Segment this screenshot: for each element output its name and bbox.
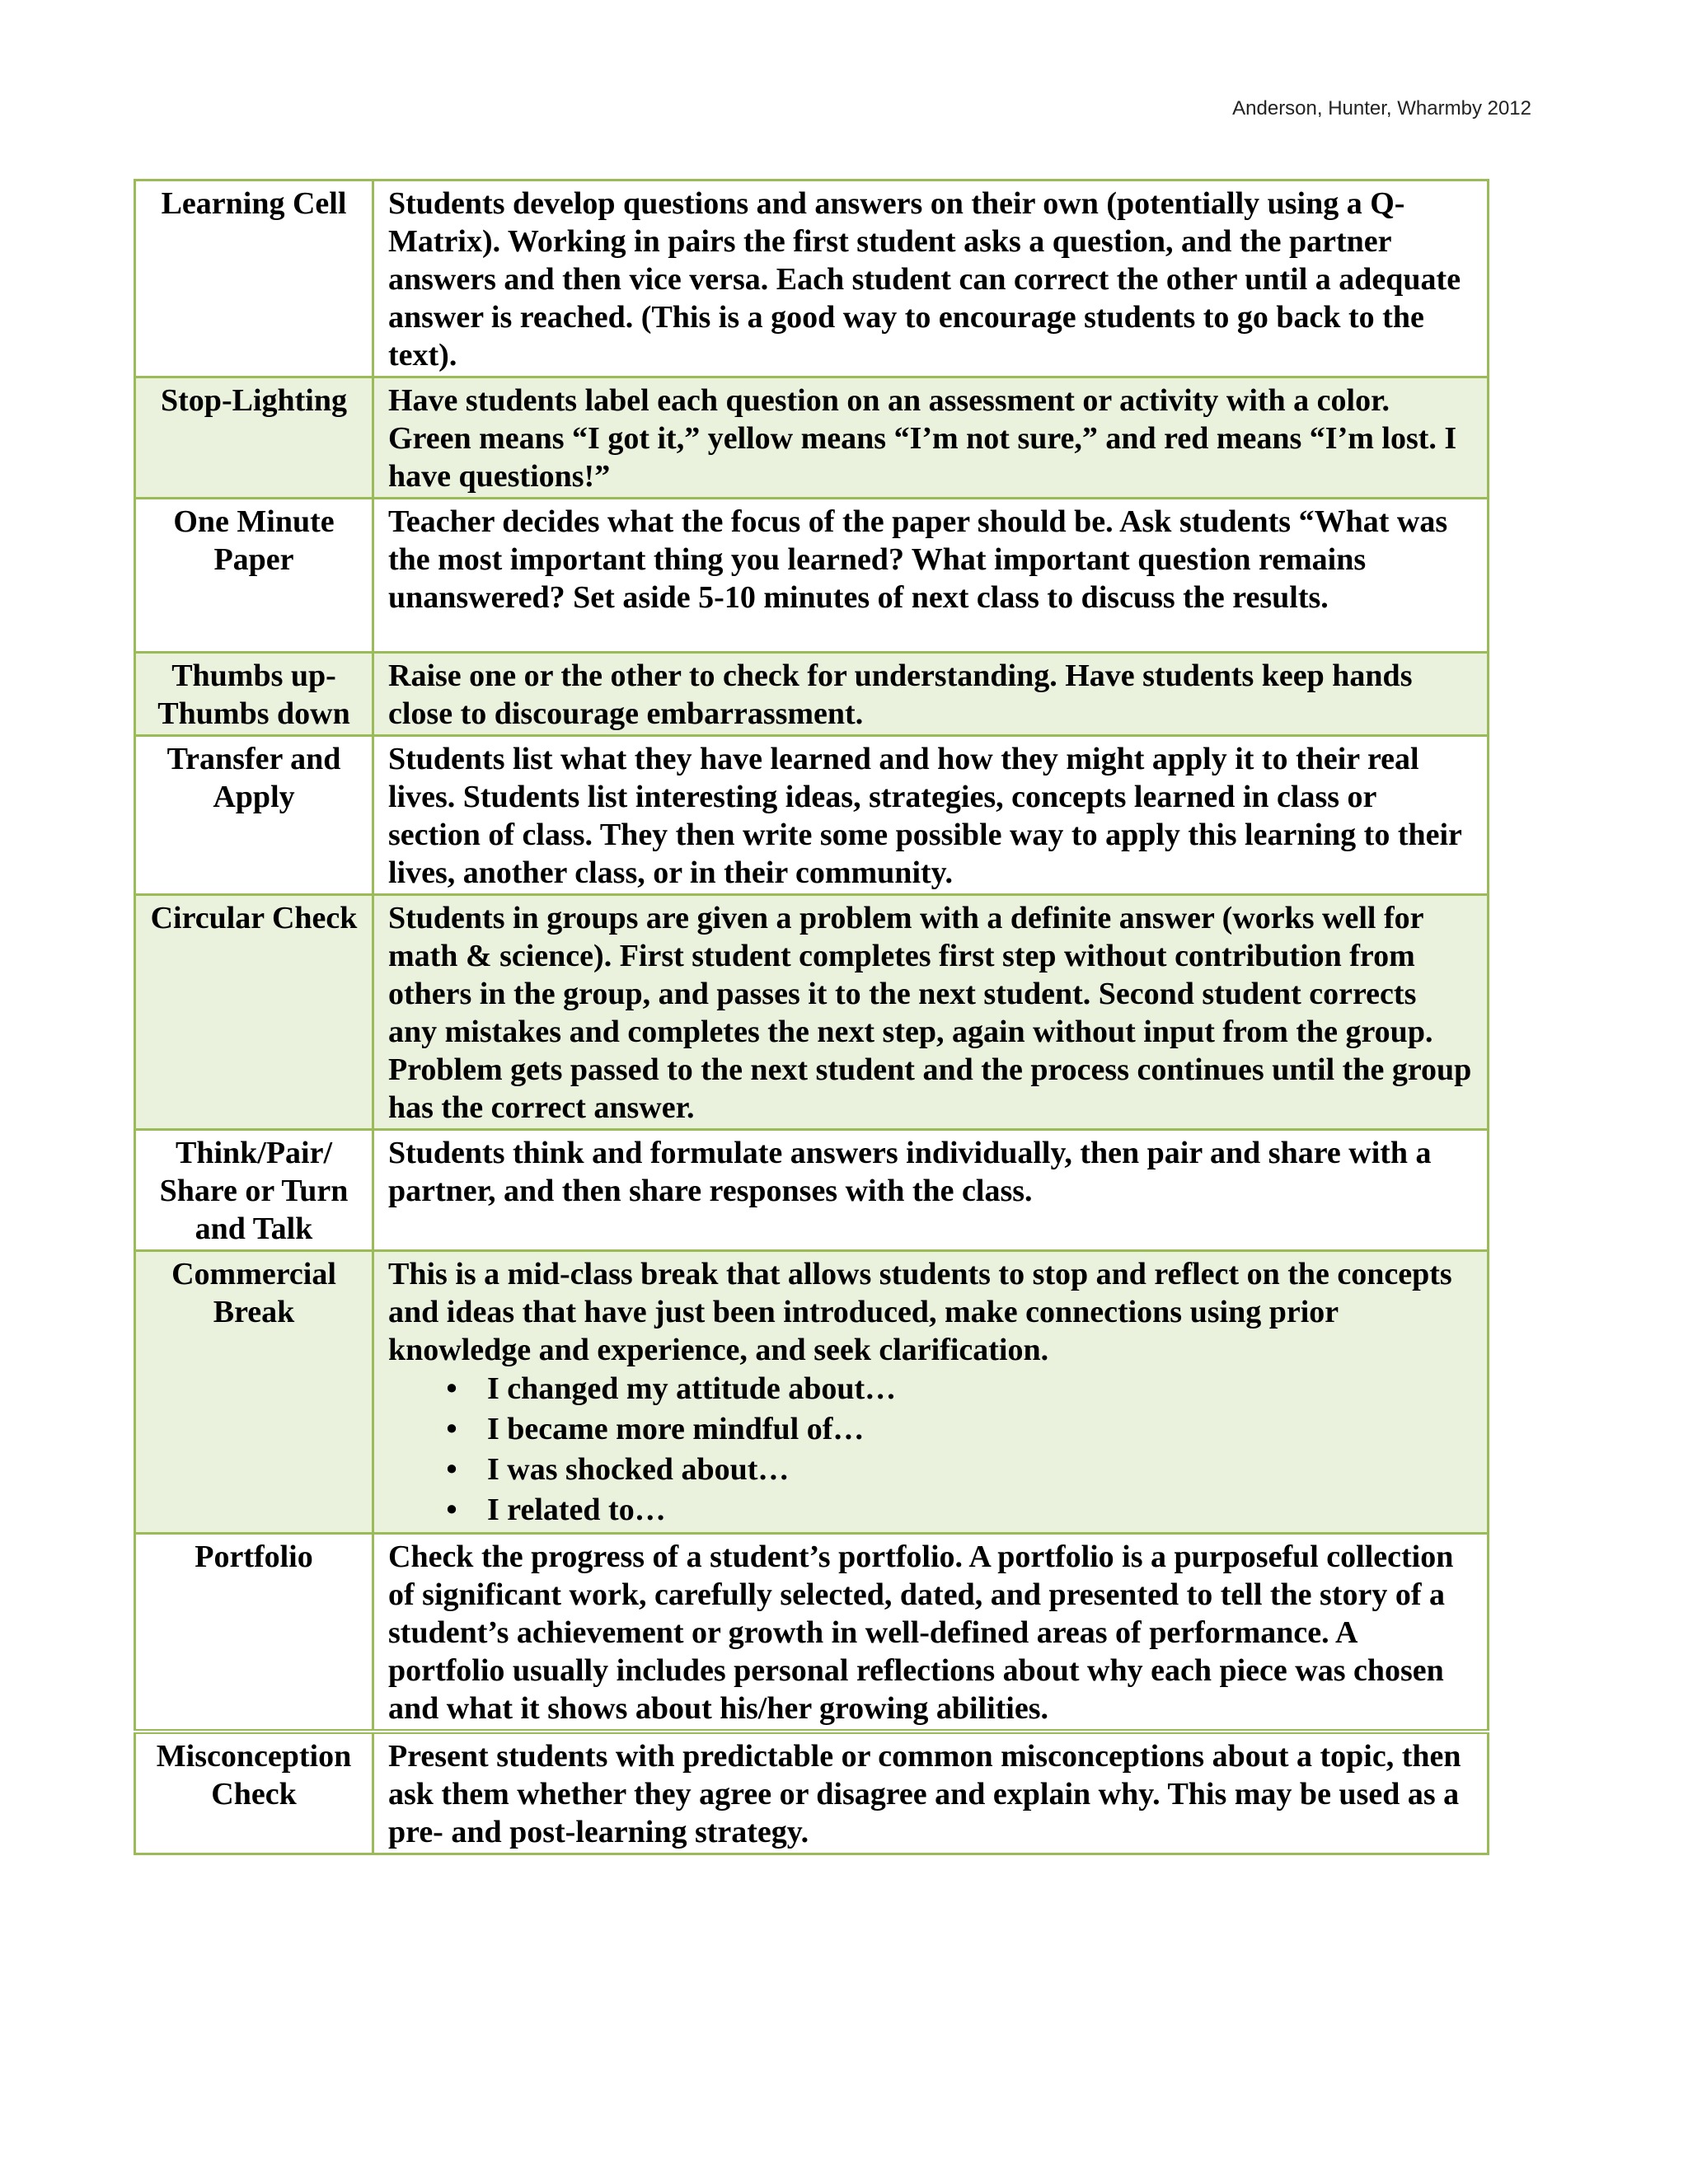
bullet-icon: • bbox=[446, 1452, 457, 1487]
strategy-name: Stop-Lighting bbox=[135, 377, 373, 499]
strategy-description: Students list what they have learned and how they might apply it to their real lives. Students list interesting ideas, strategies, concepts learned in class or section of class. They then write some possible way to apply this learning to their lives, another class, or in their community. bbox=[373, 736, 1489, 895]
table-row bbox=[135, 1732, 1489, 1854]
bullet-icon: • bbox=[446, 1493, 457, 1527]
strategy-name: Commercial Break bbox=[135, 1251, 373, 1534]
strategy-name: One Minute Paper bbox=[135, 499, 373, 653]
strategy-name: Portfolio bbox=[135, 1534, 373, 1732]
list-item bbox=[439, 1490, 1472, 1530]
table-row bbox=[135, 895, 1489, 1130]
bullet-icon: • bbox=[446, 1371, 457, 1406]
table-row bbox=[135, 653, 1489, 736]
strategy-description: Present students with predictable or common misconceptions about a topic, then ask them whether they agree or disagree and explain why. This may be used as a pre- and post-learning strategy. bbox=[373, 1732, 1489, 1854]
strategy-name: Learning Cell bbox=[135, 180, 373, 377]
bullet-text: I related to… bbox=[487, 1493, 666, 1527]
table-row bbox=[135, 736, 1489, 895]
list-item bbox=[439, 1409, 1472, 1450]
strategy-name: Circular Check bbox=[135, 895, 373, 1130]
strategy-description-cell bbox=[373, 1251, 1489, 1534]
strategy-description: Check the progress of a student’s portfolio. A portfolio is a purposeful collection of significant work, carefully selected, dated, and presented to tell the story of a student’s achievement or growth in well-defined areas of performance. A portfolio usually includes personal reflections about why each piece was chosen and what it shows about his/her growing abilities. bbox=[373, 1534, 1489, 1732]
table-row bbox=[135, 1251, 1489, 1534]
bullet-icon: • bbox=[446, 1412, 457, 1446]
table-row bbox=[135, 499, 1489, 653]
bullet-text: I was shocked about… bbox=[487, 1452, 790, 1487]
list-item bbox=[439, 1450, 1472, 1490]
strategy-name: Think/Pair/ Share or Turn and Talk bbox=[135, 1130, 373, 1251]
strategy-description: Students in groups are given a problem with a definite answer (works well for math & science). First student completes first step without contribution from others in the group, and passes it to the next student. Second student corrects any mistakes and completes the next step, again without input from the group. Problem gets passed to the next student and the process continues until the group has the correct answer. bbox=[373, 895, 1489, 1130]
table-row bbox=[135, 377, 1489, 499]
strategy-description: Raise one or the other to check for understanding. Have students keep hands close to discourage embarrassment. bbox=[373, 653, 1489, 736]
list-item bbox=[439, 1369, 1472, 1409]
strategy-table bbox=[134, 179, 1489, 1855]
table-row bbox=[135, 1130, 1489, 1251]
bullet-text: I changed my attitude about… bbox=[487, 1371, 897, 1406]
page-header-authors: Anderson, Hunter, Wharmby 2012 bbox=[1232, 97, 1531, 120]
strategy-description: Students develop questions and answers on their own (potentially using a Q-Matrix). Working in pairs the first student asks a question, and the partner answers and then vice versa. Each student can correct the other until a adequate answer is reached. (This is a good way to encourage students to go back to the text). bbox=[373, 180, 1489, 377]
table-row bbox=[135, 1534, 1489, 1732]
table-row bbox=[135, 180, 1489, 377]
strategy-description: This is a mid-class break that allows students to stop and reflect on the concepts and ideas that have just been introduced, make connections using prior knowledge and experience, and seek clarification. bbox=[388, 1257, 1452, 1367]
strategy-description: Have students label each question on an assessment or activity with a color. Green means “I got it,” yellow means “I’m not sure,” and red means “I’m lost. I have questions!” bbox=[373, 377, 1489, 499]
strategy-name: Transfer and Apply bbox=[135, 736, 373, 895]
bullet-list bbox=[388, 1369, 1472, 1530]
strategy-description: Students think and formulate answers individually, then pair and share with a partner, and then share responses with the class. bbox=[373, 1130, 1489, 1251]
strategy-description: Teacher decides what the focus of the paper should be. Ask students “What was the most important thing you learned? What important question remains unanswered? Set aside 5-10 minutes of next class to discuss the results. bbox=[373, 499, 1489, 653]
bullet-text: I became more mindful of… bbox=[487, 1412, 865, 1446]
strategy-name: Misconception Check bbox=[135, 1732, 373, 1854]
strategy-name: Thumbs up-Thumbs down bbox=[135, 653, 373, 736]
